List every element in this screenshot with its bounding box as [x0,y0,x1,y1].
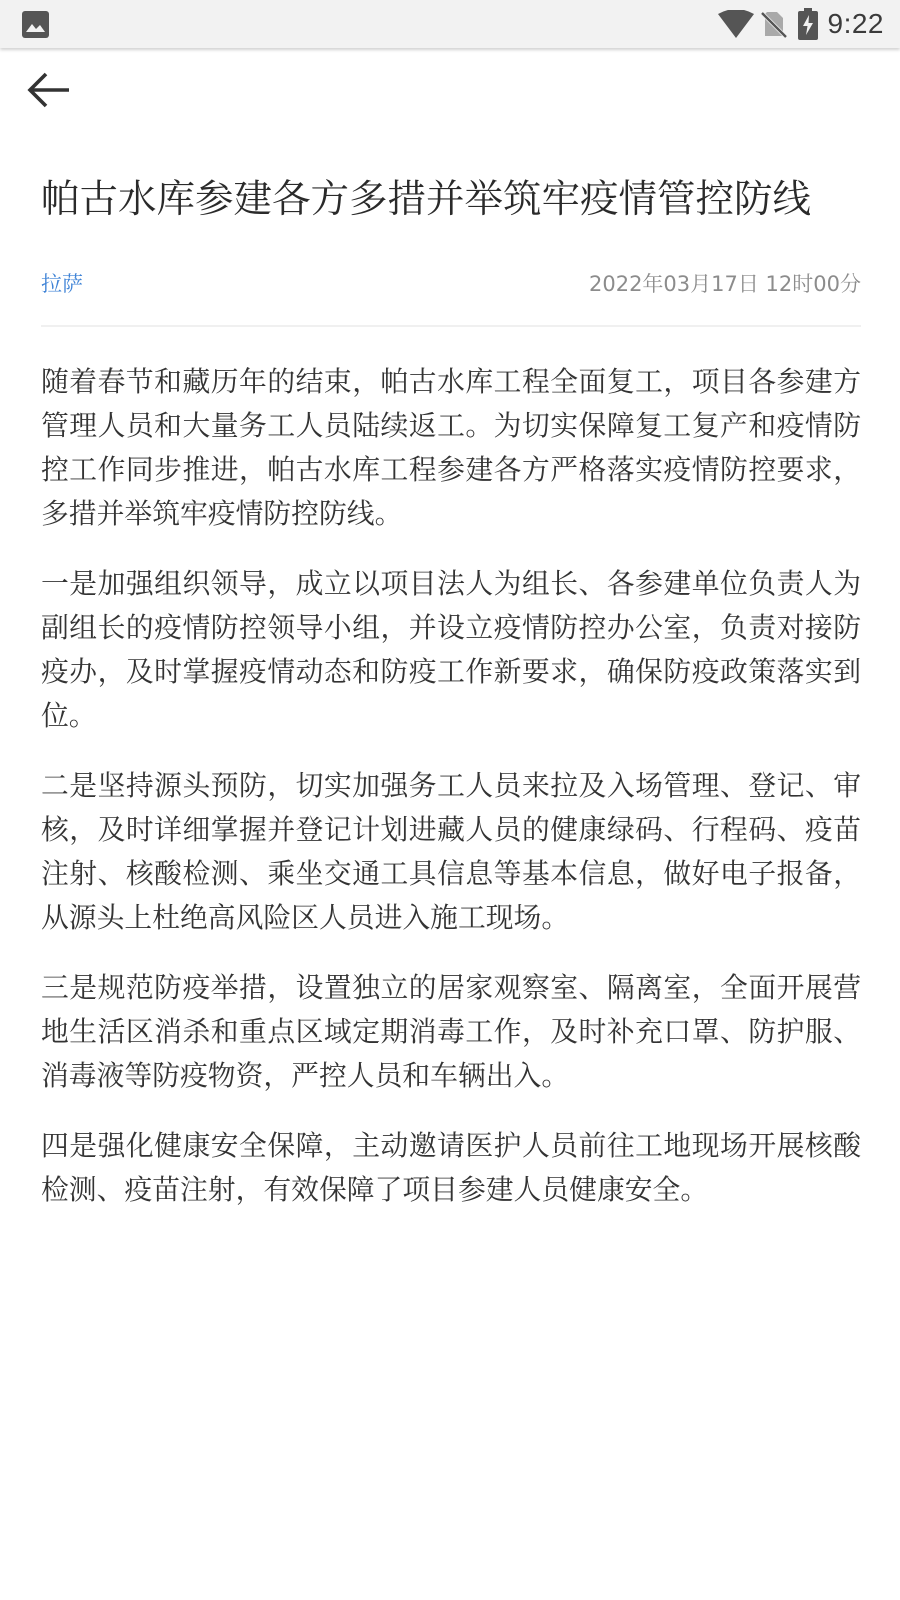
divider [41,325,861,327]
source-link[interactable]: 拉萨 [41,272,83,296]
paragraph: 三是规范防疫举措，设置独立的居家观察室、隔离室，全面开展营地生活区消杀和重点区域定期消毒工作，及时补充口罩、防护服、消毒液等防疫物资，严控人员和车辆出入。 [41,971,861,1092]
article-meta [41,268,861,300]
paragraph: 二是坚持源头预防，切实加强务工人员来拉及入场管理、登记、审核，及时详细掌握并登记计划进藏人员的健康绿码、行程码、疫苗注射、核酸检测、乘坐交通工具信息等基本信息，做好电子报备，从源头上杜绝高风险区人员进入施工现场。 [41,769,861,934]
article [41,170,861,1238]
status-bar [0,0,900,48]
paragraph: 随着春节和藏历年的结束，帕古水库工程全面复工，项目各参建方管理人员和大量务工人员陆续返工。为切实保障复工复产和疫情防控工作同步推进，帕古水库工程参建各方严格落实疫情防控要求，多措并举筑牢疫情防控防线。 [41,365,861,530]
no-sim-icon [760,10,788,38]
battery-charging-icon [798,8,818,40]
back-arrow-icon [27,72,71,112]
publish-date: 2022年03月17日 12时00分 [588,272,861,296]
toolbar [0,48,900,138]
status-time: 9:22 [827,8,884,39]
paragraph: 一是加强组织领导，成立以项目法人为组长、各参建单位负责人为副组长的疫情防控领导小组，并设立疫情防控办公室，负责对接防疫办，及时掌握疫情动态和防疫工作新要求，确保防疫政策落实到位。 [41,567,861,732]
status-icons [718,0,885,48]
back-button[interactable] [20,66,78,118]
article-body [41,360,861,1212]
page-title: 帕古水库参建各方多措并举筑牢疫情管控防线 [41,177,812,222]
paragraph: 四是强化健康安全保障，主动邀请医护人员前往工地现场开展核酸检测、疫苗注射，有效保障了项目参建人员健康安全。 [41,1129,861,1206]
wifi-icon [718,10,754,38]
image-notification-icon [22,11,49,38]
